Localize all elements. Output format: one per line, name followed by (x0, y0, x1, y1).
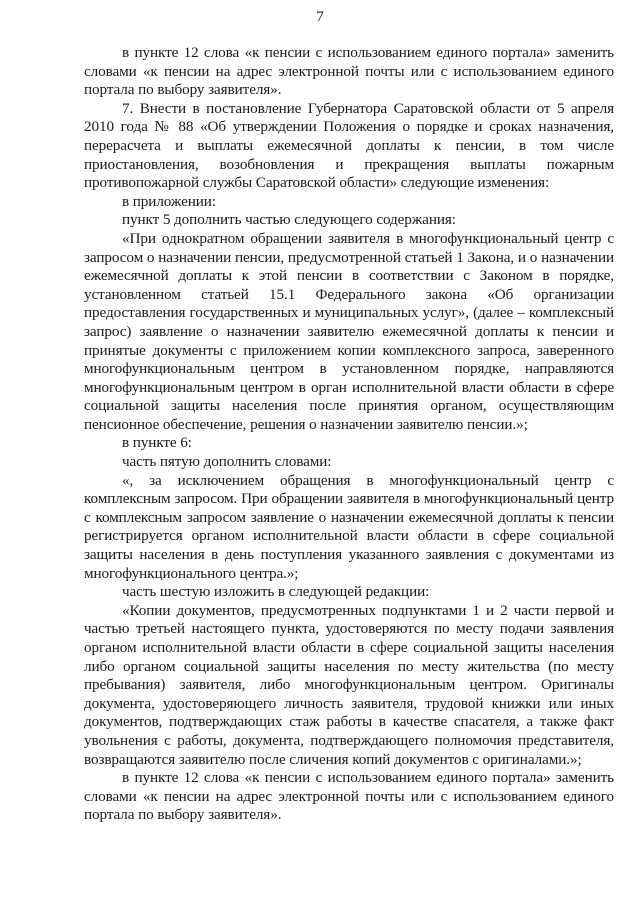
paragraph-11: в пункте 12 слова «к пенсии с использованием единого портала» заменить словами «к пенсии на адрес электронной почты или с использованием единого портала по выбору заявителя». (84, 769, 614, 824)
paragraph-8: «, за исключением обращения в многофункциональный центр с комплексным запросом. При обращении заявителя в многофункциональный центр с комплексным запросом заявление о назначении ежемесячной доплаты к пенсии регистрируется органом исполнительной власти области в сфере социальной защиты населения в день поступления указанного заявления с документами из многофункционального центра.»; (84, 471, 614, 582)
document-body (84, 44, 614, 825)
paragraph-9: часть шестую изложить в следующей редакции: (122, 583, 430, 601)
paragraph-3: в приложении: (122, 192, 216, 210)
page-number: 7 (316, 9, 324, 25)
paragraph-7: часть пятую дополнить словами: (122, 453, 332, 471)
paragraph-2: 7. Внести в постановление Губернатора Саратовской области от 5 апреля 2010 года № 88 «Об утверждении Положения о порядке и сроках назначения, перерасчета и выплаты ежемесячной доплаты к пенсии, в том числе приостановления, возобновления и прекращения выплаты пожарным противопожарной службы Саратовской области» следующие изменения: (84, 99, 614, 192)
paragraph-5: «При однократном обращении заявителя в многофункциональный центр с запросом о назначении пенсии, предусмотренной статьей 1 Закона, и о назначении ежемесячной доплаты к этой пенсии в соответствии с Законом в порядке, установленном статьей 15.1 Федерального закона «Об организации предоставления государственных и муниципальных услуг», (далее – комплексный запрос) заявление о назначении заявителю ежемесячной доплаты к пенсии и принятые документы с приложением копии комплексного запроса, заверенного многофункциональным центром в установленном порядке, направляются многофункциональным центром в орган исполнительной власти области в сфере социальной защиты населения после принятия органом, осуществляющим пенсионное обеспечение, решения о назначении заявителю пенсии.»; (84, 229, 614, 433)
paragraph-6: в пункте 6: (122, 434, 192, 452)
paragraph-1: в пункте 12 слова «к пенсии с использованием единого портала» заменить словами «к пенсии на адрес электронной почты или с использованием единого портала по выбору заявителя». (84, 44, 614, 99)
paragraph-4: пункт 5 дополнить частью следующего содержания: (122, 211, 456, 229)
paragraph-10: «Копии документов, предусмотренных подпунктами 1 и 2 части первой и частью третьей настоящего пункта, удостоверяются по месту подачи заявления органом исполнительной власти области в сфере социальной защиты населения либо органом социальной защиты населения по месту жительства (по месту пребывания) заявителя, либо многофункциональным центром. Оригиналы документа, удостоверяющего личность заявителя, трудовой книжки или иных документов, подтверждающих стаж работы в качестве спасателя, а также факт увольнения с работы, документа, подтверждающего полномочия представителя, возвращаются заявителю после сличения копий документов с оригиналами.»; (84, 601, 614, 768)
